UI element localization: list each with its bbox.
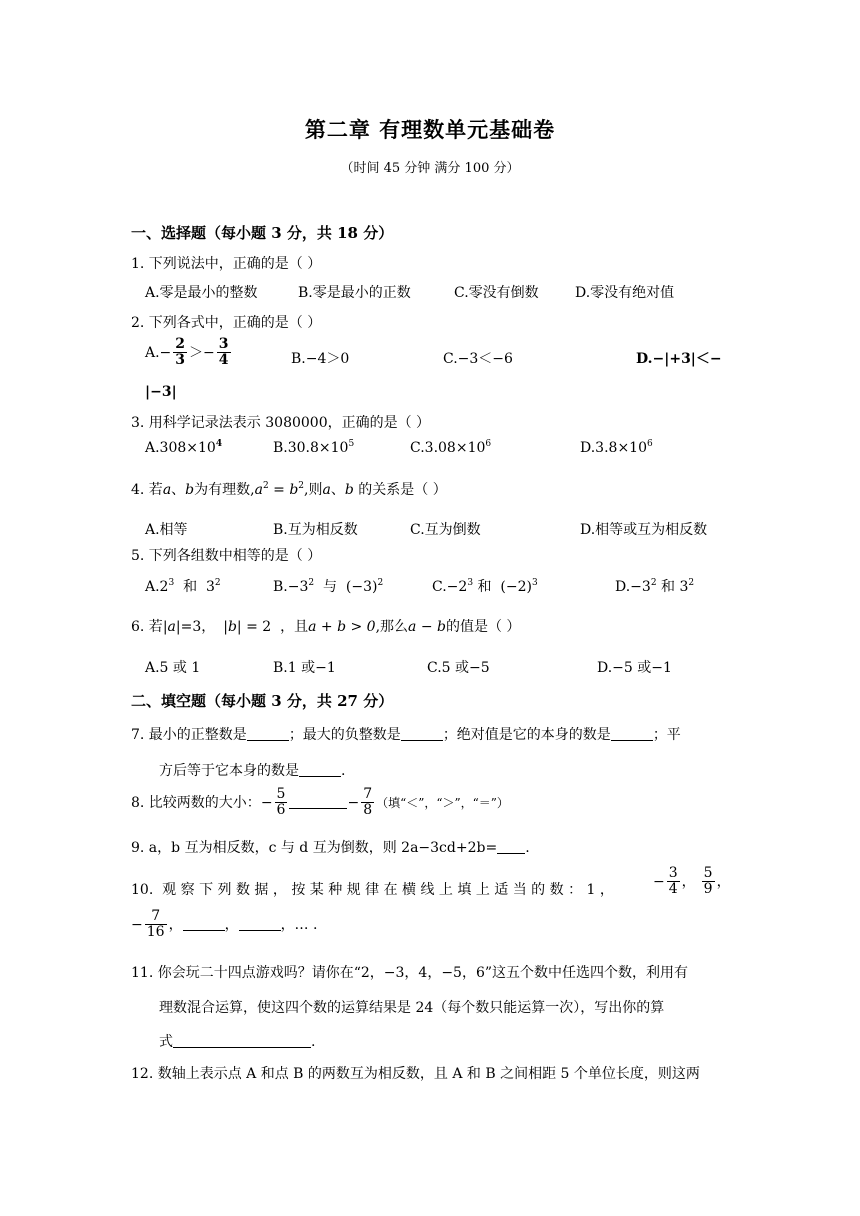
question-11-line1: 11. 你会玩二十四点游戏吗？请你在“2，−3，4，−5，6”这五个数中任选四个数，利用有	[131, 965, 689, 981]
q7-text: .	[341, 763, 346, 779]
q5-b-part: 与 (−3)	[314, 579, 378, 595]
q6-text: =3，	[180, 619, 216, 635]
question-10-fractions	[653, 866, 731, 898]
q10-comma: ，	[681, 873, 696, 890]
q10-text: ，… .	[280, 916, 318, 933]
q6-text: ，且	[271, 619, 309, 635]
question-4-option-c: C.互为倒数	[410, 522, 481, 538]
fraction-two-thirds	[173, 337, 187, 369]
question-4-option-a: A.相等	[145, 522, 188, 538]
q10-minus: −	[653, 873, 665, 890]
answer-blank[interactable]	[497, 839, 525, 854]
question-9	[131, 837, 530, 857]
q5-c-part: 和 (−2)	[473, 579, 532, 595]
q6-abs-a: |a|	[162, 619, 181, 635]
question-7-line2	[159, 760, 345, 780]
option-a-prefix: A.−	[145, 344, 172, 361]
fraction-numerator: 3	[218, 336, 229, 352]
q10-comma: ，	[168, 916, 183, 933]
option-b-exponent: 5	[348, 439, 355, 449]
fraction-three-quarters	[667, 866, 680, 898]
question-11-line3	[159, 1031, 315, 1051]
q5-b-exp: 2	[308, 578, 315, 588]
fraction-numerator: 2	[175, 336, 186, 352]
answer-blank[interactable]	[611, 726, 653, 741]
section-heading-choice: 一、选择题（每小题 3 分，共 18 分）	[131, 224, 394, 242]
fraction-denominator: 16	[146, 924, 165, 941]
question-2-option-b: B.−4＞0	[291, 351, 350, 367]
fraction-numerator: 7	[145, 909, 167, 925]
fraction-numerator: 3	[668, 865, 678, 881]
fraction-denominator: 8	[363, 802, 373, 819]
question-10-line1	[131, 879, 614, 899]
q4-text: 为有理数,	[194, 482, 255, 498]
question-6-option-b: B.1 或−1	[273, 660, 336, 676]
answer-blank[interactable]	[289, 794, 347, 809]
question-2-option-a	[145, 337, 233, 369]
fraction-denominator: 4	[218, 352, 229, 369]
q5-b-exp: 2	[377, 578, 384, 588]
q4-text: 4. 若	[131, 482, 163, 498]
fraction-numerator: 5	[703, 865, 713, 881]
q5-b-part: B.−3	[273, 579, 309, 595]
q5-d-part: 和 3	[656, 579, 689, 595]
q5-c-exp: 3	[531, 578, 538, 588]
option-c-base: C.3.08×10	[410, 440, 486, 456]
section-heading-fill: 二、填空题（每小题 3 分，共 27 分）	[131, 692, 394, 710]
q8-text: 8. 比较两数的大小：	[131, 794, 261, 811]
question-5-stem: 5. 下列各组数中相等的是（ ）	[131, 548, 322, 564]
fraction-denominator: 3	[175, 352, 186, 369]
question-2-stem: 2. 下列各式中，正确的是（ ）	[131, 315, 322, 331]
fraction-denominator: 4	[668, 881, 678, 898]
question-6-option-c: C.5 或−5	[427, 660, 490, 676]
q4-text: 的关系是（ ）	[353, 482, 447, 498]
q9-text: 9. a，b 互为相反数，c 与 d 互为倒数，则 2a−3cd+2b=	[131, 840, 498, 856]
q5-a-part: 和 3	[174, 579, 215, 595]
fraction-seven-eighths	[361, 787, 374, 819]
question-5-option-c	[432, 576, 538, 596]
answer-blank[interactable]	[183, 916, 225, 931]
q6-text: ,那么	[375, 619, 409, 635]
q5-c-part: C.−2	[432, 579, 468, 595]
answer-blank[interactable]	[239, 916, 281, 931]
q8-text: （填“＜”，“＞”，“＝”）	[376, 795, 509, 810]
option-a-exponent: 4	[215, 439, 223, 449]
q6-text: 6. 若	[131, 619, 163, 635]
fraction-denominator: 9	[703, 881, 713, 898]
question-1-stem: 1. 下列说法中，正确的是（ ）	[131, 256, 322, 272]
question-3-option-c	[410, 440, 491, 456]
question-5-option-a	[145, 576, 221, 596]
option-d-exponent: 6	[647, 439, 653, 449]
q4-sep: 、	[330, 482, 345, 498]
q6-text: = 2	[241, 619, 272, 635]
q7-text: ；平	[652, 727, 681, 743]
question-11-line2: 理数混合运算，使这四个数的运算结果是 24（每个数只能运算一次），写出你的算	[159, 1000, 665, 1016]
page-subtitle: （时间 45 分钟 满分 100 分）	[340, 161, 520, 176]
question-6-stem	[131, 616, 520, 636]
page-title: 第二章 有理数单元基础卷	[304, 117, 556, 142]
fraction-numerator: 5	[276, 786, 286, 802]
q4-exponent: 2	[298, 481, 305, 491]
question-8	[131, 787, 509, 819]
q7-text: ；最大的负整数是	[288, 727, 401, 743]
q11-text: .	[311, 1034, 316, 1050]
option-c-exponent: 6	[485, 439, 492, 449]
question-3-option-a	[145, 440, 222, 456]
q4-eq-b: b	[289, 482, 299, 498]
option-b-base: B.30.8×10	[273, 440, 349, 456]
question-10-line2	[131, 909, 317, 941]
q8-minus: −	[260, 794, 273, 811]
fraction-three-quarters	[217, 337, 231, 369]
question-12-line1: 12. 数轴上表示点 A 和点 B 的两数互为相反数，且 A 和 B 之间相距 5 个单位长度，则这两	[131, 1066, 700, 1082]
fraction-denominator: 6	[276, 802, 286, 819]
option-a-compare: ＞−	[189, 344, 215, 361]
option-d-base: D.3.8×10	[580, 440, 647, 456]
q8-minus: −	[347, 794, 360, 811]
option-a-base: A.308×10	[145, 440, 216, 456]
q5-d-exp: 2	[650, 578, 657, 588]
question-3-option-d	[580, 440, 653, 456]
q10-comma: ，	[716, 873, 731, 890]
q4-sep: 、	[171, 482, 186, 498]
q6-expression: a − b	[408, 619, 446, 635]
question-3-stem: 3. 用科学记录法表示 3080000，正确的是（ ）	[131, 415, 431, 431]
fraction-five-sixths	[275, 787, 288, 819]
q4-var-a: a	[322, 482, 331, 498]
question-6-option-d: D.−5 或−1	[597, 660, 672, 676]
question-1-option-c: C.零没有倒数	[454, 285, 539, 301]
q4-exponent: 2	[262, 481, 269, 491]
q5-a-exp: 2	[214, 578, 221, 588]
answer-blank[interactable]	[247, 726, 289, 741]
fraction-seven-sixteenths	[145, 909, 167, 941]
q7-text: 7. 最小的正整数是	[131, 727, 247, 743]
q11-text: 式	[159, 1034, 173, 1050]
q5-d-part: D.−3	[615, 579, 651, 595]
answer-blank[interactable]	[299, 762, 341, 777]
q7-text: ；绝对值是它的本身的数是	[442, 727, 611, 743]
question-1-option-d: D.零没有绝对值	[575, 285, 675, 301]
question-1-option-a: A.零是最小的整数	[145, 285, 258, 301]
q5-a-exp: 3	[168, 578, 175, 588]
q5-d-exp: 2	[688, 578, 695, 588]
q4-var-b: b	[185, 482, 195, 498]
q6-text: 的值是（ ）	[445, 619, 521, 635]
question-7-line1	[131, 724, 681, 744]
question-4-option-d: D.相等或互为相反数	[580, 522, 708, 538]
answer-blank[interactable]	[401, 726, 443, 741]
fraction-five-ninths	[702, 866, 715, 898]
q4-equals: =	[268, 482, 290, 498]
question-1-option-b: B.零是最小的正数	[298, 285, 411, 301]
question-5-option-d	[615, 576, 694, 596]
q4-text: ,则	[304, 482, 323, 498]
q10-minus: −	[131, 916, 143, 933]
question-2-option-d-line1: D.−|+3|＜−	[636, 351, 722, 367]
q5-a-part: A.2	[145, 579, 169, 595]
q4-eq-a: a	[254, 482, 263, 498]
q10-text: 10. 观 察 下 列 数 据 ， 按 某 种 规 律 在 横 线 上 填 上 适 当 的 数 ： 1 ，	[131, 882, 614, 898]
question-6-option-a: A.5 或 1	[145, 660, 201, 676]
question-5-option-b	[273, 576, 383, 596]
question-3-option-b	[273, 440, 354, 456]
q6-condition: a + b > 0	[308, 619, 376, 635]
question-2-option-d-line2: |−3|	[145, 384, 177, 400]
q9-text: .	[525, 840, 530, 856]
q6-abs-b: |b|	[223, 619, 242, 635]
question-4-stem	[131, 479, 447, 499]
q4-var-b: b	[344, 482, 354, 498]
q10-comma: ，	[224, 916, 239, 933]
question-2-option-c: C.−3＜−6	[443, 351, 513, 367]
q5-c-exp: 3	[467, 578, 474, 588]
q4-var-a: a	[162, 482, 172, 498]
answer-blank[interactable]	[173, 1033, 311, 1048]
q7-text: 方后等于它本身的数是	[159, 763, 299, 779]
fraction-numerator: 7	[363, 786, 373, 802]
question-4-option-b: B.互为相反数	[273, 522, 358, 538]
